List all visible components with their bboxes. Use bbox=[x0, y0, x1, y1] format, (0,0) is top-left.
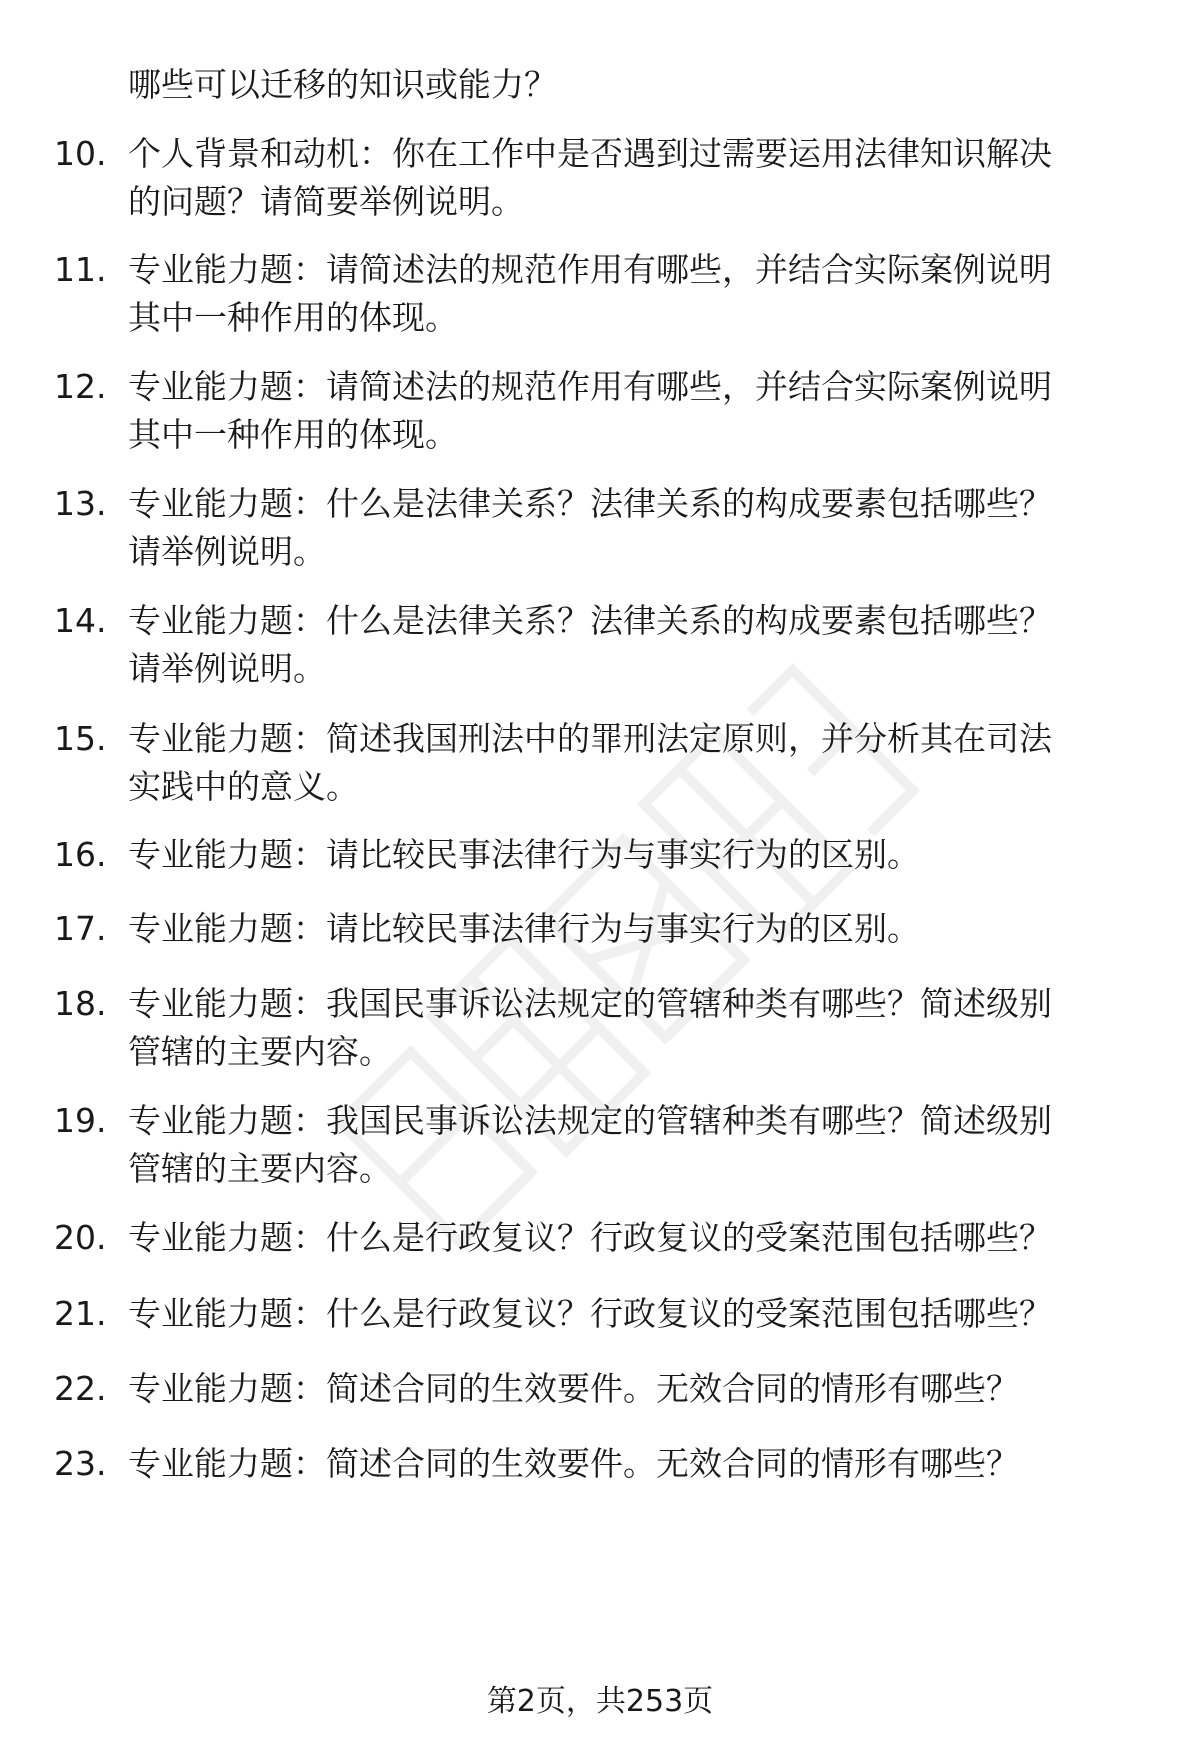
item-number: 17. bbox=[54, 909, 107, 948]
item-text-line1: 专业能力题：什么是法律关系？法律关系的构成要素包括哪些？ bbox=[128, 484, 1052, 523]
item-number: 23. bbox=[54, 1444, 107, 1483]
item-number: 13. bbox=[54, 484, 107, 523]
continuation-text: 哪些可以迁移的知识或能力？ bbox=[128, 65, 557, 104]
page-footer: 第2页，共253页 bbox=[486, 1684, 714, 1719]
item-number: 18. bbox=[54, 984, 107, 1023]
item-text-line1: 专业能力题：我国民事诉讼法规定的管辖种类有哪些？简述级别 bbox=[128, 1101, 1052, 1140]
item-number: 14. bbox=[54, 601, 107, 640]
item-number: 10. bbox=[54, 134, 107, 173]
item-number: 20. bbox=[54, 1218, 107, 1257]
item-text-line1: 个人背景和动机：你在工作中是否遇到过需要运用法律知识解决 bbox=[128, 134, 1052, 173]
item-number: 19. bbox=[54, 1101, 107, 1140]
item-text-line2: 请举例说明。 bbox=[128, 532, 326, 571]
item-text-line1: 专业能力题：请简述法的规范作用有哪些，并结合实际案例说明 bbox=[128, 250, 1052, 289]
item-text-line2: 其中一种作用的体现。 bbox=[128, 298, 458, 337]
item-text-line2: 的问题？请简要举例说明。 bbox=[128, 182, 524, 221]
item-number: 16. bbox=[54, 835, 107, 874]
item-text-line1: 专业能力题：什么是行政复议？行政复议的受案范围包括哪些？ bbox=[128, 1218, 1052, 1257]
item-text-line1: 专业能力题：简述合同的生效要件。无效合同的情形有哪些？ bbox=[128, 1369, 1019, 1408]
item-number: 15. bbox=[54, 719, 107, 758]
item-text-line1: 专业能力题：简述我国刑法中的罪刑法定原则，并分析其在司法 bbox=[128, 719, 1052, 758]
item-number: 12. bbox=[54, 367, 107, 406]
item-text-line1: 专业能力题：什么是法律关系？法律关系的构成要素包括哪些？ bbox=[128, 601, 1052, 640]
item-text-line1: 专业能力题：我国民事诉讼法规定的管辖种类有哪些？简述级别 bbox=[128, 984, 1052, 1023]
item-text-line2: 实践中的意义。 bbox=[128, 767, 359, 806]
item-text-line1: 专业能力题：简述合同的生效要件。无效合同的情形有哪些？ bbox=[128, 1444, 1019, 1483]
item-text-line1: 专业能力题：请简述法的规范作用有哪些，并结合实际案例说明 bbox=[128, 367, 1052, 406]
item-text-line2: 管辖的主要内容。 bbox=[128, 1149, 392, 1188]
item-text-line1: 专业能力题：请比较民事法律行为与事实行为的区别。 bbox=[128, 909, 920, 948]
item-text-line1: 专业能力题：什么是行政复议？行政复议的受案范围包括哪些？ bbox=[128, 1294, 1052, 1333]
item-number: 22. bbox=[54, 1369, 107, 1408]
item-text-line2: 其中一种作用的体现。 bbox=[128, 415, 458, 454]
item-text-line1: 专业能力题：请比较民事法律行为与事实行为的区别。 bbox=[128, 835, 920, 874]
item-text-line2: 管辖的主要内容。 bbox=[128, 1032, 392, 1071]
item-number: 21. bbox=[54, 1294, 107, 1333]
item-number: 11. bbox=[54, 250, 107, 289]
item-text-line2: 请举例说明。 bbox=[128, 649, 326, 688]
